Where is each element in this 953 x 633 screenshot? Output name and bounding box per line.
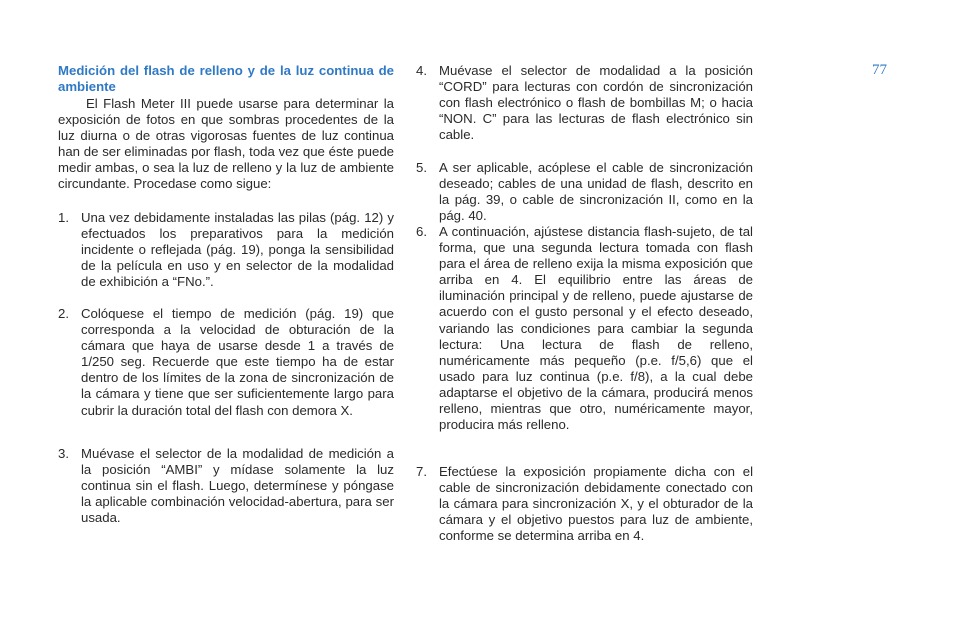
intro-paragraph: El Flash Meter III puede usarse para determinar la exposición de fotos en que sombras procedentes de la luz diurna o de otras vigorosas fuentes de luz continua han de ser eliminadas por flash, toda vez que éste puede medir ambas, o sea la luz de relleno y la luz de ambiente circundante. Procedase como sigue:	[58, 96, 394, 192]
step-text: Muévase el selector de la modalidad de medición a la posición “AMBI” y mídase solamente la luz continua sin el flash. Luego, determínese y póngase la aplicable combinación velocidad-abertura, para ser usada.	[81, 446, 394, 526]
step-3	[58, 446, 394, 526]
page-number: 77	[872, 62, 887, 78]
step-text: Colóquese el tiempo de medición (pág. 19) que corresponda a la velocidad de obturación de la cámara que haya de usarse desde 1 a través de 1/250 seg. Recuerde que este tiempo ha de estar dentro de los límites de la zona de sincronización de la cámara y tiene que ser suficientemente largo para cubrir la duración total del flash con demora X.	[81, 306, 394, 418]
step-number: 6.	[416, 224, 427, 239]
step-number: 7.	[416, 464, 427, 479]
step-number: 1.	[58, 210, 69, 225]
step-text: Muévase el selector de modalidad a la posición “CORD” para lecturas con cordón de sincronización con flash electrónico o flash de bombillas M; o hacia “NON. C” para las lecturas de flash electrónico sin cable.	[439, 63, 753, 143]
step-number: 5.	[416, 160, 427, 175]
step-7	[416, 464, 753, 544]
step-2	[58, 306, 394, 419]
step-number: 4.	[416, 63, 427, 78]
step-number: 3.	[58, 446, 69, 461]
step-5	[416, 160, 753, 224]
step-1	[58, 210, 394, 290]
step-text: A continuación, ajústese distancia flash-sujeto, de tal forma, que una segunda lectura tomada con flash para el área de relleno exija la misma exposición que arriba en 4. El equilibrio entre las áreas de iluminación principal y de relleno, puede ajustarse de acuerdo con el gusto personal y el efecto deseado, variando las condiciones para cambiar la segunda lectura: Una lectura de flash de relleno, numéricamente más pequeño (p.e. f/5,6) que el usado para luz continua (p.e. f/8), a la cual debe adaptarse el objetivo de la cámara, producirá menos relleno, mientras que otro, numéricamente mayor, producira más relleno.	[439, 224, 753, 433]
step-text: Una vez debidamente instaladas las pilas (pág. 12) y efectuados los preparativos para la medición incidente o reflejada (pág. 19), ponga la sensibilidad de la película en uso y en selector de la modalidad de exhibición a “FNo.”.	[81, 210, 394, 290]
step-text: Efectúese la exposición propiamente dicha con el cable de sincronización debidamente conectado con la cámara para sincronización X, y el obturador de la cámara y el objetivo puestos para luz de ambiente, conforme se determina arriba en 4.	[439, 464, 753, 544]
step-6	[416, 224, 753, 433]
step-4	[416, 63, 753, 143]
step-text: A ser aplicable, acóplese el cable de sincronización deseado; cables de una unidad de flash, descrito en la pág. 39, o cable de sincronización II, como en la pág. 40.	[439, 160, 753, 224]
section-heading: Medición del flash de relleno y de la luz continua de ambiente	[58, 63, 394, 94]
step-number: 2.	[58, 306, 69, 321]
